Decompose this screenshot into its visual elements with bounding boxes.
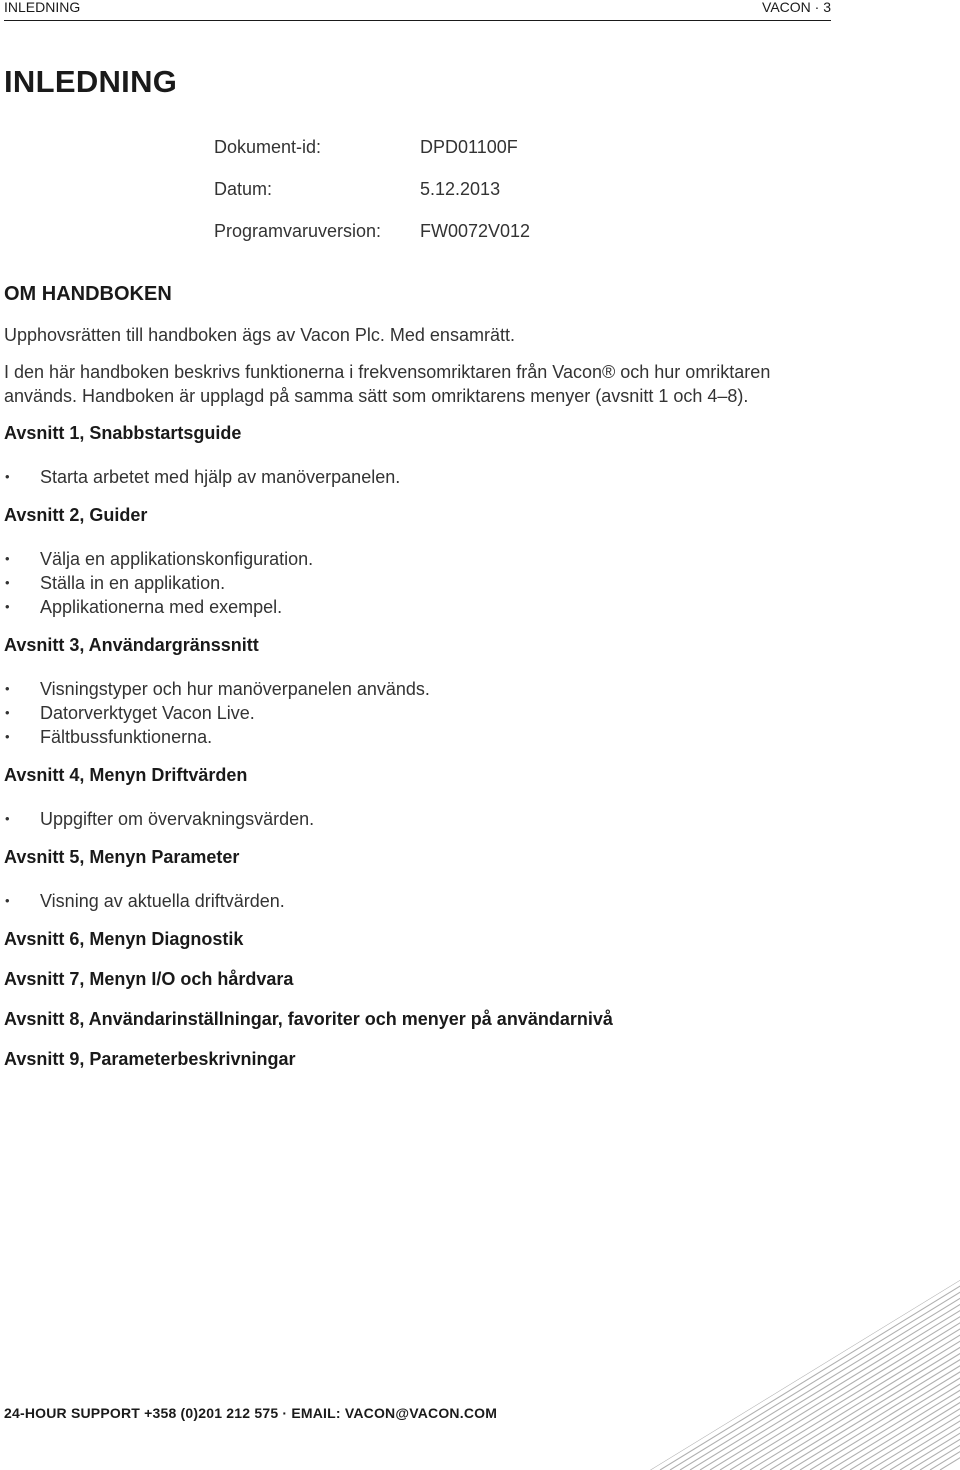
section-heading: Avsnitt 8, Användarinställningar, favoriter och menyer på användarnivå xyxy=(4,1009,613,1029)
intro-paragraph: I den här handboken beskrivs funktionerna i frekvensomriktaren från Vacon® och hur omriktaren används. Handboken är upplagd på samma sätt som omriktarens menyer (avsnitt 1 och 4–8). xyxy=(4,362,771,406)
list-item: • Ställa in en applikation. xyxy=(5,573,226,593)
section-9 xyxy=(4,1045,824,1073)
about-heading: OM HANDBOKEN xyxy=(4,283,172,305)
page-title: INLEDNING xyxy=(4,64,178,99)
list-item: • Visning av aktuella driftvärden. xyxy=(5,891,285,911)
running-header-page-number: VACON · 3 xyxy=(762,0,831,15)
section-5 xyxy=(4,843,824,913)
section-8 xyxy=(4,1005,824,1033)
list-item: • Välja en applikationskonfiguration. xyxy=(5,549,314,569)
section-heading: Avsnitt 7, Menyn I/O och hårdvara xyxy=(4,969,294,989)
section-heading: Avsnitt 2, Guider xyxy=(4,505,148,525)
metadata-value: DPD01100F xyxy=(420,137,518,157)
bullet-list xyxy=(4,547,824,619)
bullet-list xyxy=(4,889,824,913)
copyright-paragraph: Upphovsrätten till handboken ägs av Vacon Plc. Med ensamrätt. xyxy=(4,325,515,345)
metadata-label: Programvaruversion: xyxy=(214,221,382,241)
section-heading: Avsnitt 5, Menyn Parameter xyxy=(4,847,240,867)
bullet-icon: • xyxy=(5,551,10,566)
bullet-list xyxy=(4,807,824,831)
support-footer: 24-HOUR SUPPORT +358 (0)201 212 575 · EMAIL: VACON@VACON.COM xyxy=(4,1405,498,1421)
list-item: • Starta arbetet med hjälp av manöverpanelen. xyxy=(5,467,401,487)
section-3 xyxy=(4,631,824,749)
metadata-value: 5.12.2013 xyxy=(420,179,501,199)
metadata-label: Datum: xyxy=(214,179,273,199)
section-heading: Avsnitt 3, Användargränssnitt xyxy=(4,635,259,655)
main-content xyxy=(4,279,824,1073)
section-1 xyxy=(4,419,824,489)
list-item: • Applikationerna med exempel. xyxy=(5,597,283,617)
bullet-icon: • xyxy=(5,469,10,484)
bullet-icon: • xyxy=(5,729,10,744)
bullet-list xyxy=(4,677,824,749)
bullet-icon: • xyxy=(5,575,10,590)
metadata-label: Dokument-id: xyxy=(214,137,322,157)
list-item: • Uppgifter om övervakningsvärden. xyxy=(5,809,315,829)
section-4 xyxy=(4,761,824,831)
bullet-icon: • xyxy=(5,681,10,696)
section-7 xyxy=(4,965,824,993)
section-6 xyxy=(4,925,824,953)
running-header-section: INLEDNING xyxy=(4,0,81,15)
list-item: • Fältbussfunktionerna. xyxy=(5,727,213,747)
section-2 xyxy=(4,501,824,619)
bullet-icon: • xyxy=(5,893,10,908)
section-heading: Avsnitt 9, Parameterbeskrivningar xyxy=(4,1049,296,1069)
list-item: • Datorverktyget Vacon Live. xyxy=(5,703,255,723)
metadata-value: FW0072V012 xyxy=(420,221,531,241)
list-item: • Visningstyper och hur manöverpanelen används. xyxy=(5,679,430,699)
bullet-icon: • xyxy=(5,811,10,826)
section-heading: Avsnitt 4, Menyn Driftvärden xyxy=(4,765,248,785)
bullet-icon: • xyxy=(5,599,10,614)
bullet-list xyxy=(4,465,824,489)
section-heading: Avsnitt 6, Menyn Diagnostik xyxy=(4,929,244,949)
bullet-icon: • xyxy=(5,705,10,720)
section-heading: Avsnitt 1, Snabbstartsguide xyxy=(4,423,242,443)
page-header xyxy=(4,0,831,21)
decorative-stripes-graphic xyxy=(650,1280,960,1470)
